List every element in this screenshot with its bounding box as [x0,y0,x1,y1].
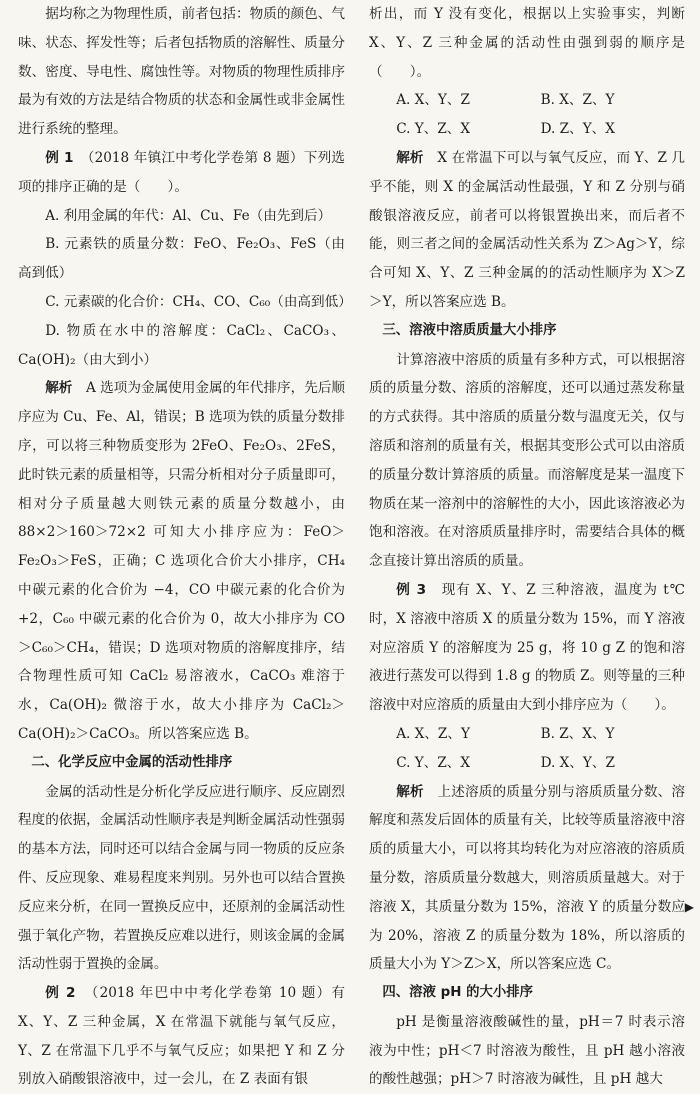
intro-paragraph: 据均称之为物理性质，前者包括：物质的颜色、气味、状态、挥发性等；后者包括物质的溶解性、质量分数、密度、导电性、腐蚀性等。对物质的物理性质排序最为有效的方法是结合物质的状态和金属性或非金属性进行系统的整理。 [18,6,345,138]
example-3-label: 例 3 [396,581,427,598]
section-4-heading: 四、溶液 pH 的大小排序 [382,985,534,1001]
example-2-option-b: B. X、Z、Y [540,92,615,109]
analysis-3-text: 上述溶质的质量分别与溶质质量分数、溶解度和蒸发后固体的质量有关，比较等质量溶液中溶质的质量大小，可以将其均转化为对应溶液的溶质质量分数，溶质质量分数越大，则溶质质量越大。对于溶液 X，其质量分数为 15%，溶液 Y 的质量分数应为 20%，溶液 Z 的质量分数为 18%，所以溶质的质量大小为 Y＞Z＞X，所以答案应选 C。 [369,783,686,973]
example-1-option-b: B. 元素铁的质量分数：FeO、Fe₂O₃、FeS（由高到低） [18,236,345,282]
analysis-3 [369,778,685,980]
example-3-text: 现有 X、Y、Z 三种溶液，温度为 t℃ 时，X 溶液中溶质 X 的质量分数为 15%，而 Y 溶液对应溶质 Y 的溶解度为 25 g，将 10 g Z 的饱和溶液进行蒸发可以得到 1.8 g 的物质 Z。则等量的三种溶液中对应溶质的质量由大到小排序应为（ ）。 [369,581,686,714]
example-3-option-d: D. X、Y、Z [540,754,615,771]
example-2-continued: 析出，而 Y 没有变化，根据以上实验事实，判断 X、Y、Z 三种金属的活动性由强到弱的顺序是（ ）。 [369,6,685,80]
continue-arrow-icon: ▶ [684,900,694,914]
analysis-1-text: A 选项为金属使用金属的年代排序，先后顺序应为 Cu、Fe、Al，错误；B 选项为铁的质量分数排序，可以将三种物质变形为 2FeO、Fe₂O₃、2FeS，此时铁元素的质量相等，只需分析相对分子质量即可，相对分子质量越大则铁元素的质量分数越小，由 88×2＞160＞72×2 可知大小排序应为：FeO＞Fe₂O₃＞FeS，正确；C 选项化合价大小排序，CH₄ 中碳元素的化合价为 −4，CO 中碳元素的化合价为 +2，C₆₀ 中碳元素的化合价为 0，故大小排序为 CO＞C₆₀＞CH₄，错误；D 选项对物质的溶解度排序，结合物理性质可知 CaCl₂ 易溶液水，CaCO₃ 难溶于水，Ca(OH)₂ 微溶于水，故大小排序为 CaCl₂＞Ca(OH)₂＞CaCO₃。所以答案应选 B。 [18,380,346,742]
section-2-paragraph: 金属的活动性是分析化学反应进行顺序、反应剧烈程度的依据，金属活动性顺序表是判断金属活动性强弱的基本方法，同时还可以结合金属与同一物质的反应条件、反应现象、难易程度来判别。另外也可以结合置换反应来分析，在同一置换反应中，还原剂的金属活动性强于氧化产物，若置换反应难以进行，则该金属的金属活动性弱于置换的金属。 [18,783,345,973]
example-1-label: 例 1 [45,149,74,166]
example-3-option-c: C. Y、Z、X [396,754,471,771]
example-3-options [369,720,685,778]
example-1-option-d: D. 物质在水中的溶解度：CaCl₂、CaCO₃、Ca(OH)₂（由大到小） [18,322,345,368]
example-3-stem [369,576,685,720]
example-1-option-c: C. 元素碳的化合价：CH₄、CO、C₆₀（由高到低） [45,293,352,310]
example-2-label: 例 2 [45,985,76,1002]
right-column [369,0,685,1094]
example-2-stem [18,979,345,1094]
analysis-1-label: 解析 [45,380,73,397]
example-2-option-c: C. Y、Z、X [396,121,471,138]
section-3-heading: 三、溶液中溶质质量大小排序 [382,322,557,338]
section-2-heading: 二、化学反应中金属的活动性排序 [31,754,233,770]
left-column [18,0,352,1094]
example-1-option-a: A. 利用金属的年代：Al、Cu、Fe（由先到后） [45,207,332,224]
example-2-option-d: D. Z、Y、X [540,121,615,138]
section-3-paragraph: 计算溶液中溶质的质量有多种方式，可以根据溶质的质量分数、溶质的溶解度，还可以通过蒸发称量的方式获得。其中溶质的质量分数与温度无关，仅与溶质和溶剂的质量有关，根据其变形公式可以由溶质的质量分数计算溶质的质量。而溶解度是某一温度下物质在某一溶剂中的溶解性的大小，因此该溶液必为饱和溶液。在对溶质质量排序时，需要结合具体的概念直接计算出溶质的质量。 [369,351,685,570]
example-2-option-a: A. X、Y、Z [396,92,470,109]
example-3-option-b: B. Z、X、Y [540,725,615,742]
analysis-2-text: X 在常温下可以与氧气反应，而 Y、Z 几乎不能，则 X 的金属活动性最强，Y 和 Z 分别与硝酸银溶液反应，前者可以将银置换出来，而后者不能，则三者之间的金属活动性关系为 Z＞Ag＞Y，综合可知 X、Y、Z 三种金属的的活动性顺序为 X＞Z＞Y，所以答案应选 B。 [369,149,686,310]
analysis-3-label: 解析 [396,783,424,800]
analysis-2 [369,144,685,317]
example-1-stem [18,144,345,202]
example-2-text: （2018 年巴中中考化学卷第 10 题）有 X、Y、Z 三种金属，X 在常温下就能与氧气反应，Y、Z 在常温下几乎不与氧气反应；如果把 Y 和 Z 分别放入硝酸银溶液中，过一会儿，在 Z 表面有银 [18,985,345,1088]
example-3-option-a: A. X、Z、Y [396,725,470,742]
analysis-1 [18,374,345,748]
example-2-options [369,86,685,144]
example-1-text: （2018 年镇江中考化学卷第 8 题）下列选项的排序正确的是（ ）。 [18,149,346,195]
analysis-2-label: 解析 [396,149,424,166]
section-4-paragraph: pH 是衡量溶液酸碱性的量，pH＝7 时表示溶液为中性；pH＜7 时溶液为酸性，且 pH 越小溶液的酸性越强；pH＞7 时溶液为碱性，且 pH 越大 [369,1013,685,1088]
